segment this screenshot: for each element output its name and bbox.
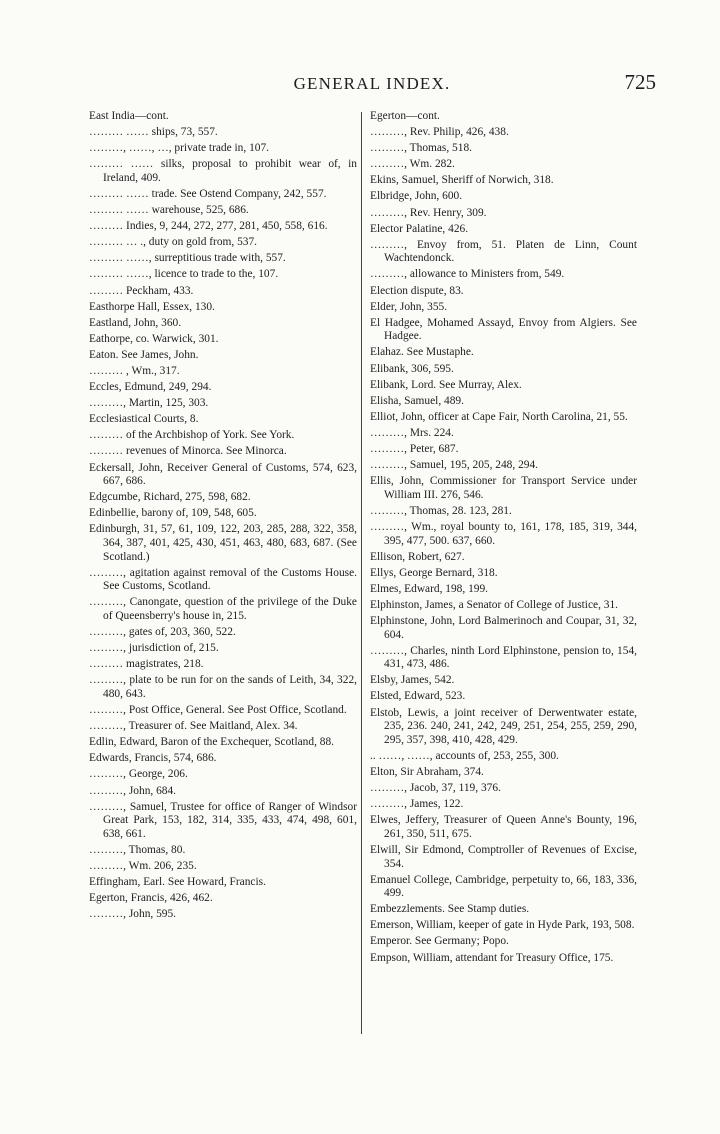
index-entry: ………, John, 684. <box>89 784 177 797</box>
index-entry: Easthorpe Hall, Essex, 130. <box>89 300 215 313</box>
index-entry: ………, gates of, 203, 360, 522. <box>89 626 236 639</box>
column-divider <box>361 112 362 1034</box>
index-entry: East India—cont. <box>89 110 169 122</box>
index-entry: Elphinston, James, a Senator of College of Justice, 31. <box>370 598 619 611</box>
index-entry: Elector Palatine, 426. <box>370 222 469 235</box>
index-entry: Edinburgh, 31, 57, 61, 109, 122, 203, 285, 288, 322, 358, 364, 387, 401, 425, 430, 451, 463, 480, 683, 687. (See Scotland.) <box>89 523 357 563</box>
index-entry: El Hadgee, Mohamed Assayd, Envoy from Algiers. See Hadgee. <box>370 316 637 343</box>
index-entry: Elliot, John, officer at Cape Fair, North Carolina, 21, 55. <box>370 410 628 423</box>
index-entry: ……… Indies, 9, 244, 272, 277, 281, 450, 558, 616. <box>89 220 328 233</box>
index-entry: Elton, Sir Abraham, 374. <box>370 765 484 778</box>
page-header <box>88 70 656 98</box>
index-entry: Egerton—cont. <box>370 110 440 122</box>
index-entry: ………, John, 595. <box>89 908 177 921</box>
index-entry: ……… ……, surreptitious trade with, 557. <box>89 252 286 265</box>
index-entry: ………, Rev. Philip, 426, 438. <box>370 126 509 139</box>
index-entry: ………, Samuel, 195, 205, 248, 294. <box>370 459 539 472</box>
index-entry: Elstob, Lewis, a joint receiver of Derwentwater estate, 235, 236. 240, 241, 242, 249, 251, 254, 255, 259, 290, 295, 357, 398, 410, 428, 429. <box>370 706 637 746</box>
index-entry: Emerson, William, keeper of gate in Hyde Park, 193, 508. <box>370 919 635 932</box>
index-entry: ……… …… warehouse, 525, 686. <box>89 204 249 217</box>
index-entry: ………, ……, …, private trade in, 107. <box>89 142 270 155</box>
right-index-column <box>370 110 637 968</box>
index-entry: ………, Envoy from, 51. Platen de Linn, Count Wachtendonck. <box>370 238 637 265</box>
index-entry: Elisha, Samuel, 489. <box>370 394 464 407</box>
index-entry: Election dispute, 83. <box>370 284 464 297</box>
index-entry: Eastland, John, 360. <box>89 316 182 329</box>
index-entry: Elsted, Edward, 523. <box>370 690 466 703</box>
index-entry: ………, Thomas, 518. <box>370 142 472 155</box>
index-entry: Eckersall, John, Receiver General of Customs, 574, 623, 667, 686. <box>89 461 357 488</box>
index-entry: ………, plate to be run for on the sands of Leith, 34, 322, 480, 643. <box>89 674 357 700</box>
index-entry: ………, Jacob, 37, 119, 376. <box>370 782 501 795</box>
index-entry: ……… , Wm., 317. <box>89 365 180 377</box>
index-entry: ………, Wm., royal bounty to, 161, 178, 185, 319, 344, 395, 477, 500. 637, 660. <box>370 520 637 547</box>
index-entry: ………, George, 206. <box>89 768 188 781</box>
index-entry: ………, Wm. 206, 235. <box>89 860 197 872</box>
index-entry: Ekins, Samuel, Sheriff of Norwich, 318. <box>370 174 554 187</box>
index-entry: Eccles, Edmund, 249, 294. <box>89 381 212 394</box>
index-entry: Embezzlements. See Stamp duties. <box>370 903 530 916</box>
index-entry: .. ……, ……, accounts of, 253, 255, 300. <box>370 749 559 762</box>
index-entry: ……… …… ships, 73, 557. <box>89 126 218 139</box>
index-entry: Elsby, James, 542. <box>370 674 455 687</box>
index-entry: ………, Martin, 125, 303. <box>89 397 209 410</box>
index-entry: Emperor. See Germany; Popo. <box>370 935 509 948</box>
index-entry: ……… revenues of Minorca. See Minorca. <box>89 445 287 458</box>
index-entry: Elder, John, 355. <box>370 300 448 313</box>
index-entry: Egerton, Francis, 426, 462. <box>89 892 213 905</box>
index-entry: ………, Post Office, General. See Post Office, Scotland. <box>89 704 347 717</box>
index-entry: Ellys, George Bernard, 318. <box>370 566 498 579</box>
left-index-column <box>89 110 357 924</box>
index-entry: ……… …… silks, proposal to prohibit wear of, in Ireland, 409. <box>89 158 357 184</box>
index-entry: ………, Wm. 282. <box>370 158 455 171</box>
index-entry: ………, Thomas, 28. 123, 281. <box>370 504 512 517</box>
index-entry: ………, James, 122. <box>370 798 464 811</box>
index-entry: ………, Thomas, 80. <box>89 843 186 856</box>
index-entry: ……… Peckham, 433. <box>89 284 194 297</box>
index-entry: ……… … ., duty on gold from, 537. <box>89 236 258 249</box>
index-entry: ………, agitation against removal of the Customs House. See Customs, Scotland. <box>89 566 357 593</box>
index-entry: Edlin, Edward, Baron of the Exchequer, Scotland, 88. <box>89 736 335 749</box>
index-entry: ………, Treasurer of. See Maitland, Alex. 34. <box>89 720 298 733</box>
index-entry: ………, Rev. Henry, 309. <box>370 206 487 219</box>
page-number: 725 <box>624 70 656 94</box>
index-entry: Elwill, Sir Edmond, Comptroller of Revenues of Excise, 354. <box>370 843 637 870</box>
index-entry: Effingham, Earl. See Howard, Francis. <box>89 876 266 889</box>
index-entry: ………, Samuel, Trustee for office of Ranger of Windsor Great Park, 153, 182, 314, 335, 433, 474, 498, 601, 638, 661. <box>89 800 357 840</box>
index-entry: Elahaz. See Mustaphe. <box>370 346 474 359</box>
index-entry: Edwards, Francis, 574, 686. <box>89 752 217 765</box>
index-entry: Elphinstone, John, Lord Balmerinoch and Coupar, 31, 32, 604. <box>370 615 637 641</box>
index-entry: ………, jurisdiction of, 215. <box>89 642 219 655</box>
index-entry: Empson, William, attendant for Treasury Office, 175. <box>370 951 614 964</box>
index-entry: ………, allowance to Ministers from, 549. <box>370 268 565 281</box>
index-entry: Elibank, 306, 595. <box>370 362 454 375</box>
index-entry: Eaton. See James, John. <box>89 348 199 361</box>
index-entry: Edgcumbe, Richard, 275, 598, 682. <box>89 491 251 504</box>
index-entry: ………, Peter, 687. <box>370 442 459 455</box>
index-entry: Elmes, Edward, 198, 199. <box>370 582 488 595</box>
index-entry: ………, Canongate, question of the privilege of the Duke of Queensberry's house in, 215. <box>89 596 357 622</box>
index-entry: ……… …… trade. See Ostend Company, 242, 557. <box>89 187 327 200</box>
index-entry: Ellis, John, Commissioner for Transport Service under William III. 276, 546. <box>370 475 637 501</box>
index-entry: Eathorpe, co. Warwick, 301. <box>89 332 219 345</box>
index-entry: ………, Charles, ninth Lord Elphinstone, pension to, 154, 431, 473, 486. <box>370 644 637 671</box>
index-entry: Elwes, Jeffery, Treasurer of Queen Anne's Bounty, 196, 261, 350, 511, 675. <box>370 814 637 840</box>
index-entry: Emanuel College, Cambridge, perpetuity to, 66, 183, 336, 499. <box>370 873 637 900</box>
index-entry: Ecclesiastical Courts, 8. <box>89 413 199 426</box>
index-entry: Elbridge, John, 600. <box>370 190 463 203</box>
index-entry: Ellison, Robert, 627. <box>370 550 465 563</box>
index-entry: Edinbellie, barony of, 109, 548, 605. <box>89 507 257 520</box>
index-entry: Elibank, Lord. See Murray, Alex. <box>370 378 522 391</box>
index-entry: ……… ……, licence to trade to the, 107. <box>89 268 279 281</box>
index-entry: ………, Mrs. 224. <box>370 426 454 439</box>
index-entry: ……… magistrates, 218. <box>89 658 204 671</box>
running-title: GENERAL INDEX. <box>293 74 451 93</box>
index-entry: ……… of the Archbishop of York. See York. <box>89 429 295 442</box>
